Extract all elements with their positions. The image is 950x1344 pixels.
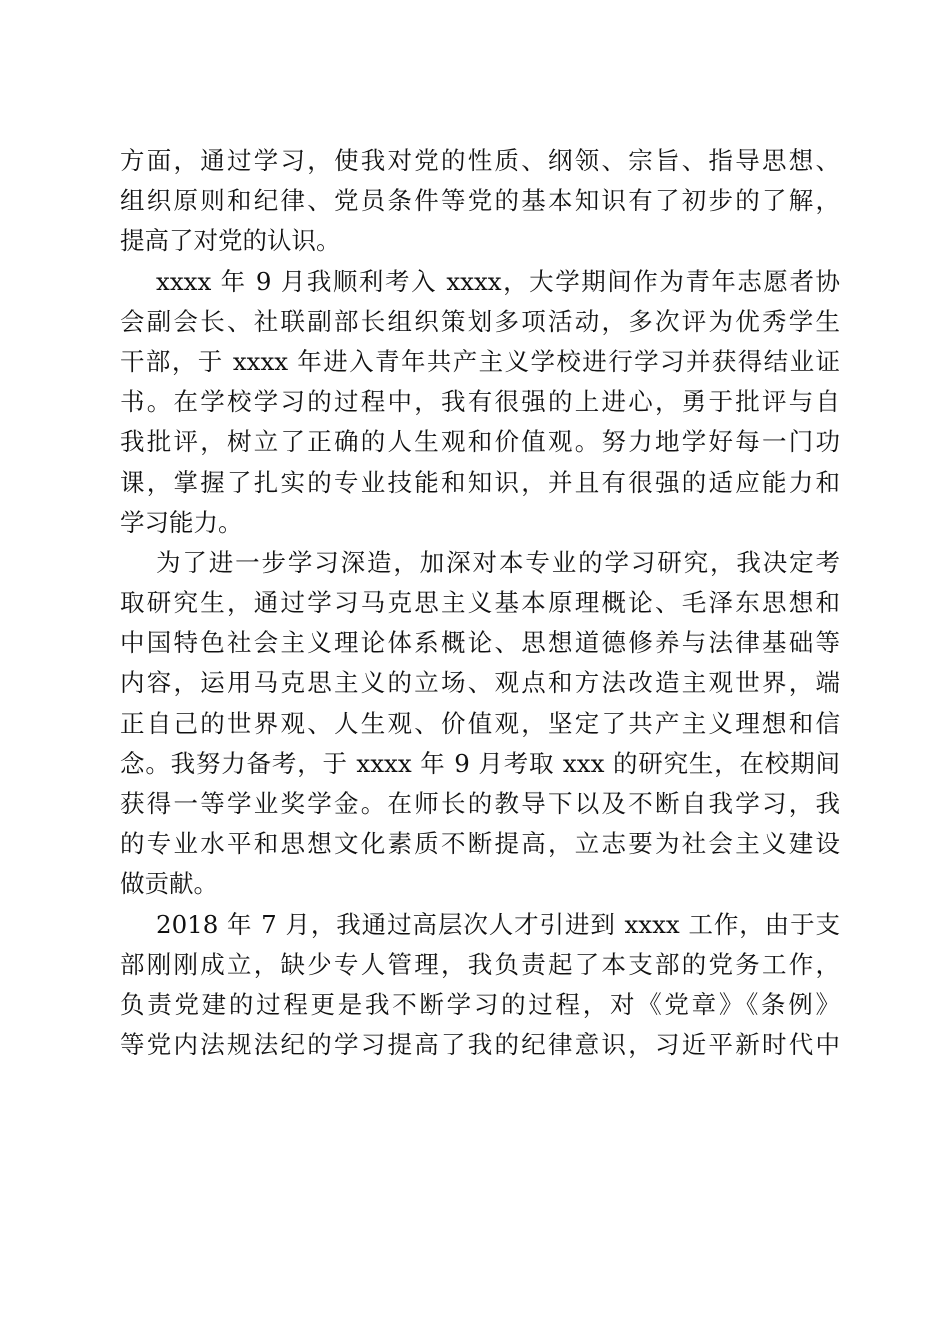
text-line: 方面，通过学习，使我对党的性质、纲领、宗旨、指导思想、 <box>120 146 840 175</box>
paragraph <box>120 543 840 905</box>
text-line: xxxx 年 9 月我顺利考入 xxxx，大学期间作为青年志愿者协 <box>156 266 840 296</box>
text-line: 我批评，树立了正确的人生观和价值观。努力地学好每一门功 <box>120 427 840 457</box>
text-line: 等党内法规法纪的学习提高了我的纪律意识，习近平新时代中 <box>120 1030 840 1060</box>
text-line: 干部，于 xxxx 年进入青年共产主义学校进行学习并获得结业证 <box>120 346 840 376</box>
paragraph <box>120 141 840 262</box>
text-line: 负责党建的过程更是我不断学习的过程，对《党章》《条例》 <box>120 989 840 1019</box>
paragraph <box>120 905 840 1066</box>
text-line: 内容，运用马克思主义的立场、观点和方法改造主观世界，端 <box>120 668 840 698</box>
text-line: 做贡献。 <box>120 869 218 899</box>
text-line: 获得一等学业奖学金。在师长的教导下以及不断自我学习，我 <box>120 789 840 818</box>
text-line: 学习能力。 <box>120 507 243 537</box>
text-line: 中国特色社会主义理论体系概论、思想道德修养与法律基础等 <box>120 628 840 658</box>
paragraph <box>120 262 840 543</box>
text-line: 部刚刚成立，缺少专人管理，我负责起了本支部的党务工作， <box>120 949 840 979</box>
text-line: 正自己的世界观、人生观、价值观，坚定了共产主义理想和信 <box>120 708 840 738</box>
document-body <box>120 141 840 1065</box>
text-line: 课，掌握了扎实的专业技能和知识，并且有很强的适应能力和 <box>120 467 840 497</box>
text-line: 会副会长、社联副部长组织策划多项活动，多次评为优秀学生 <box>120 306 840 336</box>
text-line: 念。我努力备考，于 xxxx 年 9 月考取 xxx 的研究生，在校期间 <box>120 748 840 778</box>
text-line: 取研究生，通过学习马克思主义基本原理概论、毛泽东思想和 <box>120 588 840 618</box>
text-line: 的专业水平和思想文化素质不断提高，立志要为社会主义建设 <box>120 829 840 859</box>
text-line: 2018 年 7 月，我通过高层次人才引进到 xxxx 工作，由于支 <box>156 909 840 939</box>
text-line: 组织原则和纪律、党员条件等党的基本知识有了初步的了解， <box>120 186 840 216</box>
text-line: 书。在学校学习的过程中，我有很强的上进心，勇于批评与自 <box>120 387 840 417</box>
text-line: 提高了对党的认识。 <box>120 226 341 256</box>
text-line: 为了进一步学习深造，加深对本专业的学习研究，我决定考 <box>156 547 840 577</box>
